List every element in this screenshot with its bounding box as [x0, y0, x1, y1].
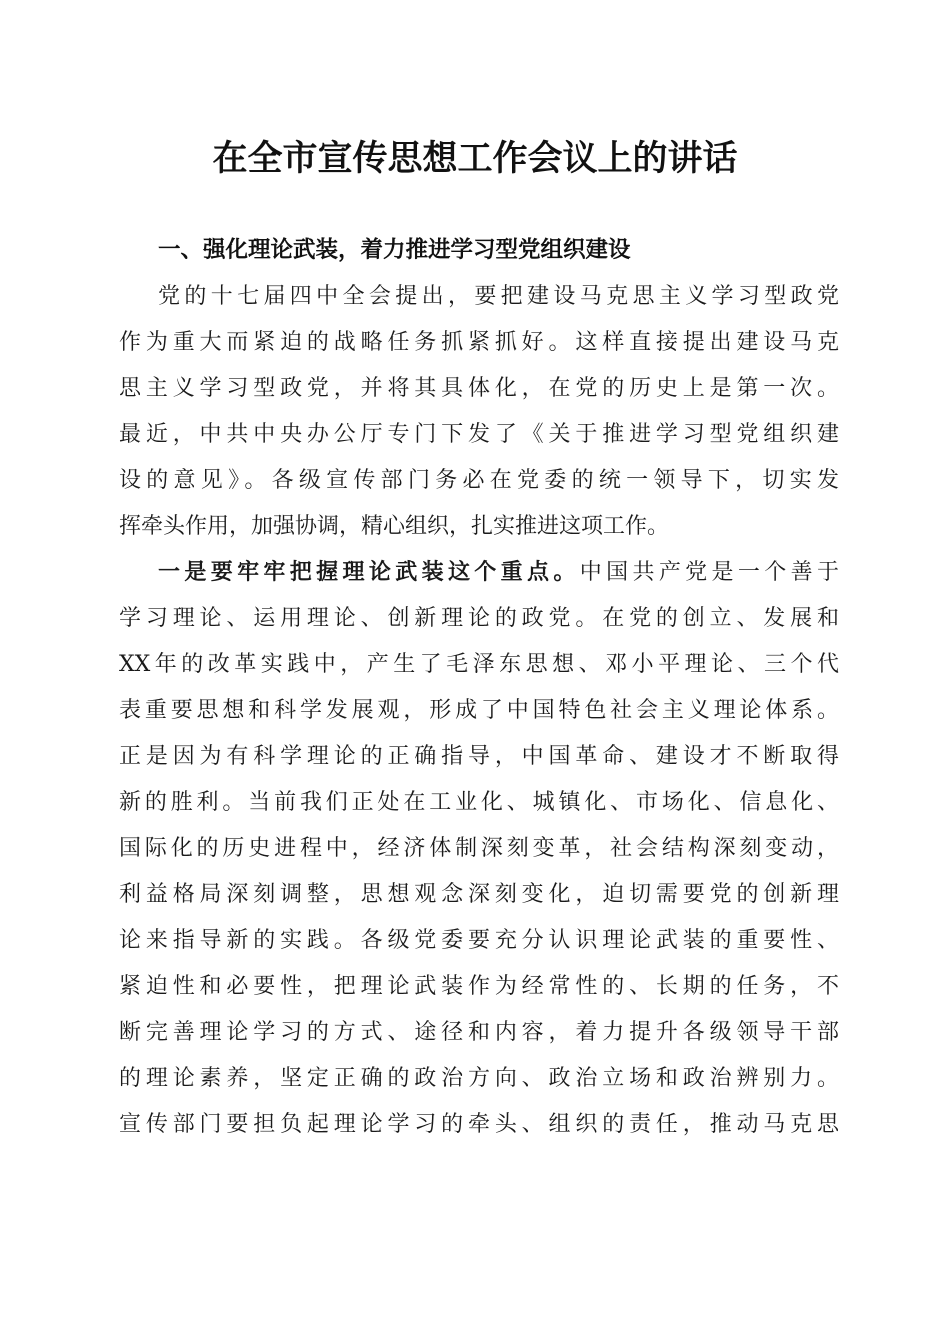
- paragraph-line: 国际化的历史进程中，经济体制深刻变革，社会结构深刻变动，: [119, 836, 839, 861]
- paragraph-line: 挥牵头作用，加强协调，精心组织，扎实推进这项工作。: [119, 514, 670, 539]
- paragraph-line: 作为重大而紧迫的战略任务抓紧抓好。这样直接提出建设马克: [119, 330, 839, 355]
- paragraph-line: 正是因为有科学理论的正确指导，中国革命、建设才不断取得: [119, 744, 839, 769]
- section-heading: 一、强化理论武装，着力推进学习型党组织建设: [158, 237, 631, 263]
- paragraph-line: XX年的改革实践中，产生了毛泽东思想、邓小平理论、三个代: [119, 652, 839, 677]
- paragraph-line: 紧迫性和必要性，把理论武装作为经常性的、长期的任务，不: [119, 974, 839, 999]
- paragraph-line: 宣传部门要担负起理论学习的牵头、组织的责任，推动马克思: [119, 1112, 839, 1137]
- paragraph-line: 断完善理论学习的方式、途径和内容，着力提升各级领导干部: [119, 1020, 839, 1045]
- paragraph-line: 最近，中共中央办公厅专门下发了《关于推进学习型党组织建: [119, 422, 839, 447]
- paragraph-line: 新的胜利。当前我们正处在工业化、城镇化、市场化、信息化、: [119, 790, 839, 815]
- paragraph-line: 利益格局深刻调整，思想观念深刻变化，迫切需要党的创新理: [119, 882, 839, 907]
- paragraph-line: [119, 553, 839, 593]
- paragraph-lead-sentence: 一是要牢牢把握理论武装这个重点。: [158, 560, 580, 585]
- document-title: 在全市宣传思想工作会议上的讲话: [212, 138, 738, 179]
- paragraph-line: 党的十七届四中全会提出，要把建设马克思主义学习型政党: [158, 284, 839, 309]
- paragraph-line: 学习理论、运用理论、创新理论的政党。在党的创立、发展和: [119, 606, 839, 631]
- paragraph-line: 表重要思想和科学发展观，形成了中国特色社会主义理论体系。: [119, 698, 839, 723]
- paragraph-line-rest: 中国共产党是一个善于: [579, 560, 839, 585]
- paragraph-line: 思主义学习型政党，并将其具体化，在党的历史上是第一次。: [119, 376, 839, 401]
- paragraph-line: 论来指导新的实践。各级党委要充分认识理论武装的重要性、: [119, 928, 839, 953]
- paragraph-line: 设的意见》。各级宣传部门务必在党委的统一领导下，切实发: [119, 468, 839, 493]
- paragraph-line: 的理论素养，坚定正确的政治方向、政治立场和政治辨别力。: [119, 1066, 839, 1091]
